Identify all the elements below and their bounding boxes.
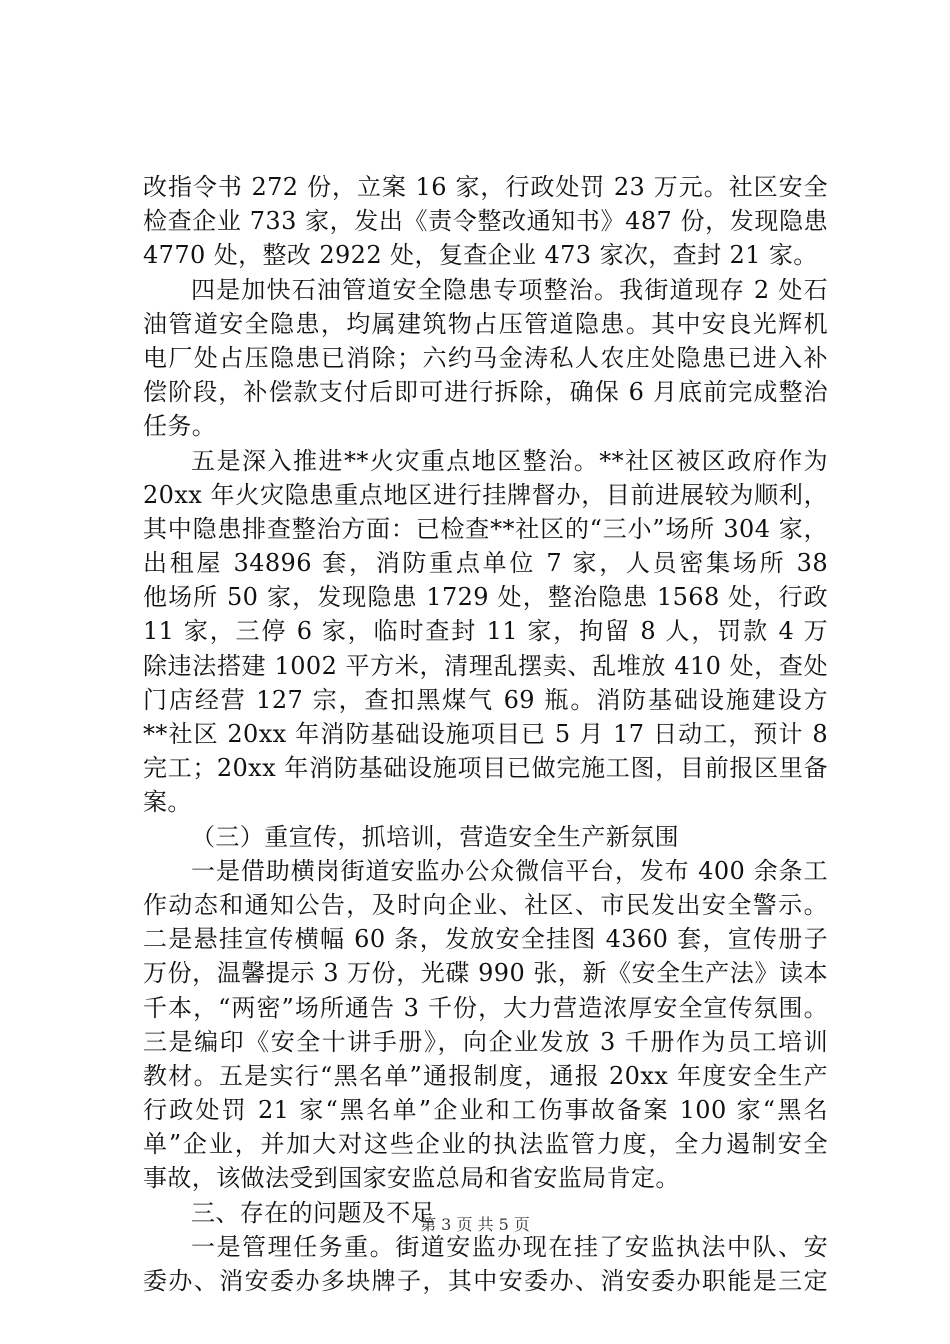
page-number-footer: 第 3 页 共 5 页 — [420, 1215, 530, 1234]
text-line: 改指令书 272 份，立案 16 家，行政处罚 23 万元。社区安全 — [143, 173, 828, 201]
text-line: （三）重宣传，抓培训，营造安全生产新氛围 — [191, 822, 679, 851]
text-line: 教材。五是实行“黑名单”通报制度，通报 20xx 年度安全生产 — [143, 1061, 828, 1090]
text-line: 四是加快石油管道安全隐患专项整治。我街道现存 2 处石 — [191, 275, 828, 304]
text-line: 电厂处占压隐患已消除；六约马金涛私人农庄处隐患已进入补 — [143, 343, 828, 372]
text-line: 作动态和通知公告，及时向企业、社区、市民发出安全警示。 — [143, 890, 828, 919]
text-line: 完工；20xx 年消防基础设施项目已做完施工图，目前报区里备 — [143, 754, 828, 783]
document-body — [143, 170, 828, 1298]
text-line: 三是编印《安全十讲手册》，向企业发放 3 千册作为员工培训 — [143, 1027, 828, 1056]
text-line: 万份，温馨提示 3 万份，光碟 990 张，新《安全生产法》读本 — [143, 959, 828, 988]
text-line: 二是悬挂宣传横幅 60 条，发放安全挂图 4360 套，宣传册子 — [143, 925, 828, 954]
text-line: 油管道安全隐患，均属建筑物占压管道隐患。其中安良光辉机 — [143, 309, 828, 338]
text-line: 其中隐患排查整治方面：已检查**社区的“三小”场所 304 家， — [143, 514, 828, 543]
text-line: 单”企业，并加大对这些企业的执法监管力度，全力遏制安全 — [143, 1130, 828, 1159]
text-line: 事故，该做法受到国家安监总局和省安监局肯定。 — [143, 1164, 680, 1193]
text-line: 一是管理任务重。街道安监办现在挂了安监执法中队、安 — [191, 1232, 828, 1261]
text-line: 任务。 — [143, 412, 217, 441]
text-line: 检查企业 733 家，发出《责令整改通知书》487 份，发现隐患 — [143, 207, 828, 236]
text-line: 委办、消安委办多块牌子，其中安委办、消安委办职能是三定 — [143, 1267, 828, 1295]
text-line: **社区 20xx 年消防基础设施项目已 5 月 17 日动工，预计 8 — [143, 720, 828, 748]
text-line: 千本，“两密”场所通告 3 千份，大力营造浓厚安全宣传氛围。 — [143, 993, 828, 1022]
text-line: 他场所 50 家，发现隐患 1729 处，整治隐患 1568 处，行政 — [143, 583, 828, 612]
text-line: 五是深入推进**火灾重点地区整治。**社区被区政府作为 — [191, 446, 828, 475]
text-line: 三、存在的问题及不足 — [191, 1198, 435, 1227]
text-line: 门店经营 127 宗，查扣黑煤气 69 瓶。消防基础设施建设方 — [143, 685, 828, 714]
text-line: 20xx 年火灾隐患重点地区进行挂牌督办，目前进展较为顺利， — [143, 480, 828, 509]
text-line: 4770 处，整改 2922 处，复查企业 473 家次，查封 21 家。 — [143, 241, 818, 270]
text-line: 偿阶段，补偿款支付后即可进行拆除，确保 6 月底前完成整治 — [143, 378, 828, 407]
text-line: 案。 — [143, 788, 192, 817]
text-line: 11 家，三停 6 家，临时查封 11 家，拘留 8 人，罚款 4 万 — [143, 617, 828, 646]
text-line: 行政处罚 21 家“黑名单”企业和工伤事故备案 100 家“黑名 — [143, 1096, 828, 1125]
text-line: 除违法搭建 1002 平方米，清理乱摆卖、乱堆放 410 处，查处 — [143, 651, 828, 680]
text-line: 一是借助横岗街道安监办公众微信平台，发布 400 余条工 — [191, 856, 828, 885]
text-line: 出租屋 34896 套，消防重点单位 7 家，人员密集场所 38 — [143, 549, 828, 578]
